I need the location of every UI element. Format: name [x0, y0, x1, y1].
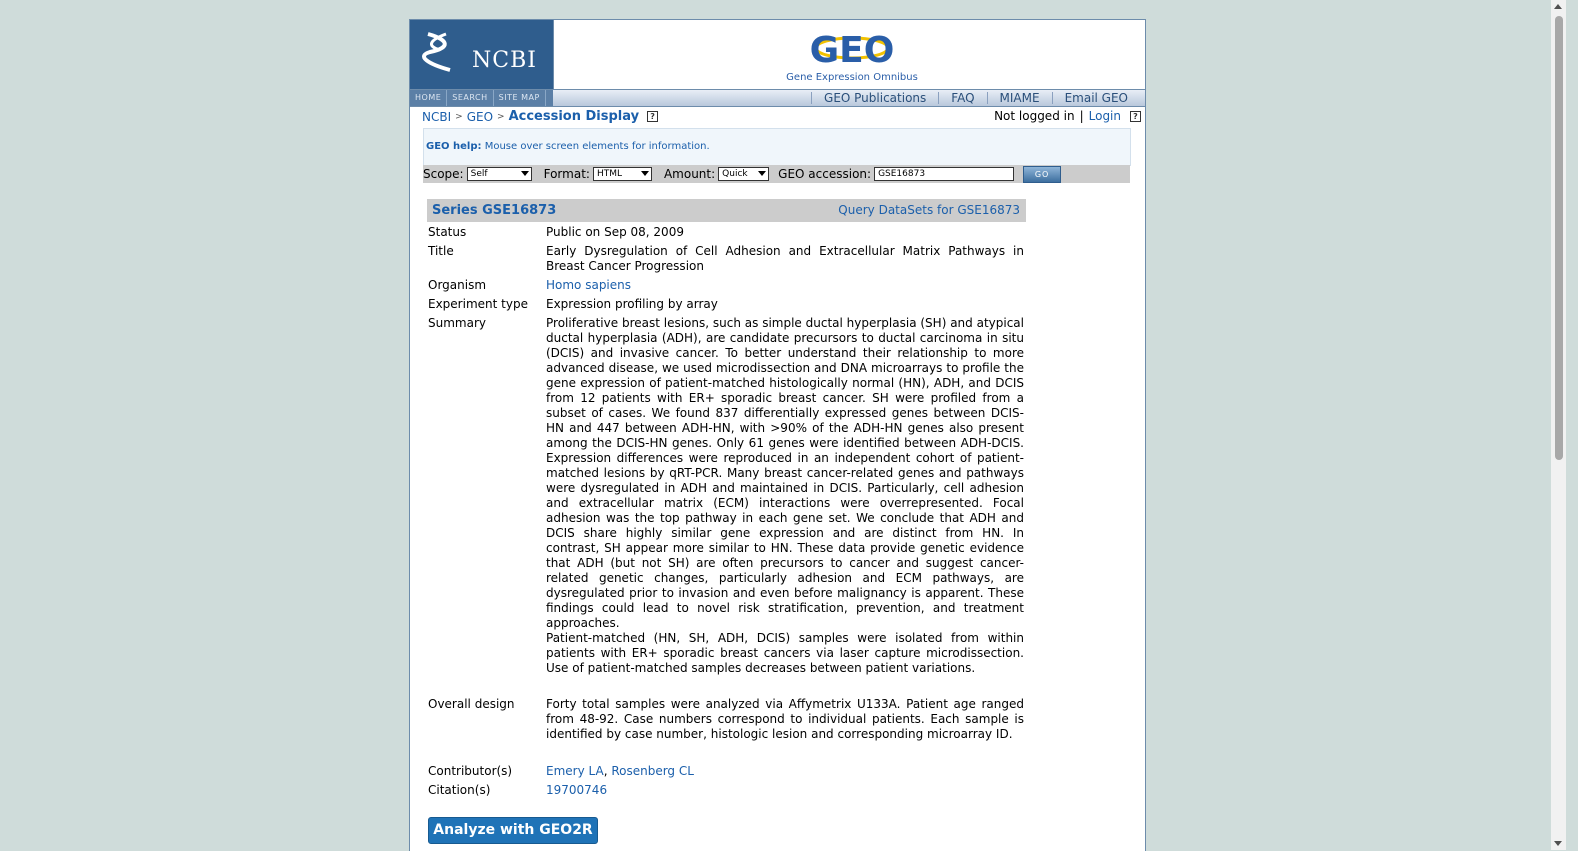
- summary-value: [546, 316, 1024, 676]
- breadcrumb-separator: >: [497, 111, 505, 122]
- go-button[interactable]: GO: [1023, 166, 1061, 183]
- login-link[interactable]: Login: [1088, 109, 1121, 123]
- help-icon[interactable]: ?: [647, 111, 658, 122]
- geo-subtitle: Gene Expression Omnibus: [786, 72, 918, 83]
- contributor-link[interactable]: Emery LA: [546, 764, 604, 778]
- citation-link[interactable]: 19700746: [546, 783, 608, 797]
- accession-label: GEO accession:: [778, 167, 872, 181]
- contributors-value: [546, 764, 1024, 779]
- scroll-up-icon[interactable]: [1554, 4, 1562, 9]
- scope-select[interactable]: [467, 167, 532, 181]
- ncbi-logo-text: NCBI: [472, 48, 537, 73]
- geo-nav: [799, 90, 1145, 106]
- contributor-separator: ,: [603, 764, 612, 778]
- title-label: Title: [428, 244, 454, 258]
- breadcrumb: [422, 109, 658, 124]
- series-title: Series GSE16873: [432, 203, 557, 218]
- scroll-down-icon[interactable]: [1554, 841, 1562, 846]
- format-select[interactable]: [593, 167, 652, 181]
- geo-logo[interactable]: [782, 26, 922, 86]
- help-bold: GEO help:: [426, 141, 482, 152]
- help-bar: [423, 128, 1131, 166]
- nav-geo-publications[interactable]: GEO Publications: [824, 91, 927, 105]
- experiment-type-label: Experiment type: [428, 297, 528, 311]
- overall-design-label: Overall design: [428, 697, 515, 711]
- breadcrumb-separator: >: [455, 111, 463, 122]
- nav-strip: [410, 89, 1145, 107]
- chevron-down-icon: [521, 171, 529, 176]
- scrollbar-thumb[interactable]: [1555, 16, 1563, 460]
- scope-label: Scope:: [423, 167, 464, 181]
- analyze-geo2r-button[interactable]: Analyze with GEO2R: [428, 817, 598, 844]
- amount-select[interactable]: [718, 167, 769, 181]
- nav-home[interactable]: HOME: [410, 90, 447, 106]
- status-value: Public on Sep 08, 2009: [546, 225, 684, 239]
- organism-label: Organism: [428, 278, 487, 292]
- ncbi-nav: [410, 90, 553, 106]
- experiment-type-value: Expression profiling by array: [546, 297, 718, 311]
- chevron-down-icon: [641, 171, 649, 176]
- summary-paragraph: Proliferative breast lesions, such as simple ductal hyperplasia (SH) and atypical ductal hyperplasia (ADH), are candidate precursors to ductal carcinoma in situ (DCIS) and invasive cancer. To better understand their relationship to more advanced disease, we used microdissection and DNA microarrays to profile the gene expression of patient-matched histologically normal (HN), ADH, and DCIS from 12 patients with ER+ sporadic breast cancer. SH were profiled from a subset of cases. We found 837 differentially expressed genes between DCIS-HN and 447 between ADH-HN, with >90% of the ADH-HN genes also present among the DCIS-HN genes. Only 61 genes were identified between ADH-DCIS. Expression differences were reproduced in an independent cohort of patient-matched lesions by qRT-PCR. Many breast cancer-related genes and pathways were dysregulated in ADH and maintained in DCIS. Particularly, cell adhesion and extracellular matrix (ECM) interactions were overrepresented. Focal adhesion was the top pathway in each gene set. We conclude that ADH and DCIS share highly similar gene expression and are distinct from HN. In contrast, SH appear more similar to HN. These data provide genetic evidence that ADH (but not SH) are often precursors to cancer and suggest cancer-related genetic changes, particularly adhesion and ECM pathways, are dysregulated prior to invasion and even before malignancy is apparent. These findings could lead to novel risk stratification, prevention, and treatment approaches.: [546, 316, 1024, 630]
- nav-site-map[interactable]: SITE MAP: [494, 90, 546, 106]
- login-area: [994, 109, 1141, 123]
- query-datasets-link[interactable]: Query DataSets for GSE16873: [838, 203, 1020, 217]
- nav-separator: [1052, 92, 1053, 104]
- series-header: [427, 199, 1026, 222]
- nav-miame[interactable]: MIAME: [999, 91, 1040, 105]
- amount-label: Amount:: [663, 167, 716, 181]
- organism-link[interactable]: Homo sapiens: [546, 278, 632, 292]
- nav-separator: [938, 92, 939, 104]
- nav-faq[interactable]: FAQ: [951, 91, 975, 105]
- help-message: Mouse over screen elements for information.: [481, 141, 710, 152]
- summary-paragraph: Patient-matched (HN, SH, ADH, DCIS) samples were isolated from within patients with ER+ sporadic breast cancers via laser capture microdissection. Use of patient-matched samples decreases between patient variations.: [546, 631, 1024, 675]
- amount-value: Quick: [722, 169, 748, 179]
- contributors-label: Contributor(s): [428, 764, 513, 778]
- page-container: [409, 19, 1146, 851]
- chevron-down-icon: [758, 171, 766, 176]
- help-icon[interactable]: ?: [1130, 111, 1141, 122]
- nav-email-geo[interactable]: Email GEO: [1064, 91, 1128, 105]
- contributor-link[interactable]: Rosenberg CL: [611, 764, 694, 778]
- login-status: Not logged in: [994, 109, 1075, 123]
- geo-logo-mark: [809, 26, 895, 71]
- query-form: [423, 165, 1130, 183]
- scope-value: Self: [470, 169, 488, 179]
- format-label: Format:: [543, 167, 590, 181]
- nav-separator: [987, 92, 988, 104]
- ncbi-logo[interactable]: [410, 20, 554, 90]
- title-value: Early Dysregulation of Cell Adhesion and Extracellular Matrix Pathways in Breast Cancer Progression: [546, 244, 1024, 273]
- geo-logo-text: GEO: [809, 30, 895, 71]
- summary-label: Summary: [428, 316, 486, 330]
- status-label: Status: [428, 225, 467, 239]
- overall-design-value: Forty total samples were analyzed via Affymetrix U133A. Patient age ranged from 48-92. Case numbers correspond to individual patients. Each sample is identified by case number, histologic lesion and corresponding microarray ID.: [546, 697, 1024, 741]
- login-divider: |: [1079, 109, 1084, 123]
- vertical-scrollbar[interactable]: [1551, 0, 1566, 850]
- nav-separator: [811, 92, 812, 104]
- breadcrumb-current: Accession Display: [508, 109, 640, 124]
- accession-input[interactable]: GSE16873: [874, 167, 1014, 181]
- nav-search[interactable]: SEARCH: [447, 90, 493, 106]
- breadcrumb-ncbi[interactable]: NCBI: [422, 109, 452, 124]
- help-text: [426, 141, 710, 152]
- breadcrumb-geo[interactable]: GEO: [466, 109, 494, 124]
- citation-label: Citation(s): [428, 783, 491, 797]
- format-value: HTML: [596, 169, 622, 179]
- dna-helix-icon: [420, 30, 458, 76]
